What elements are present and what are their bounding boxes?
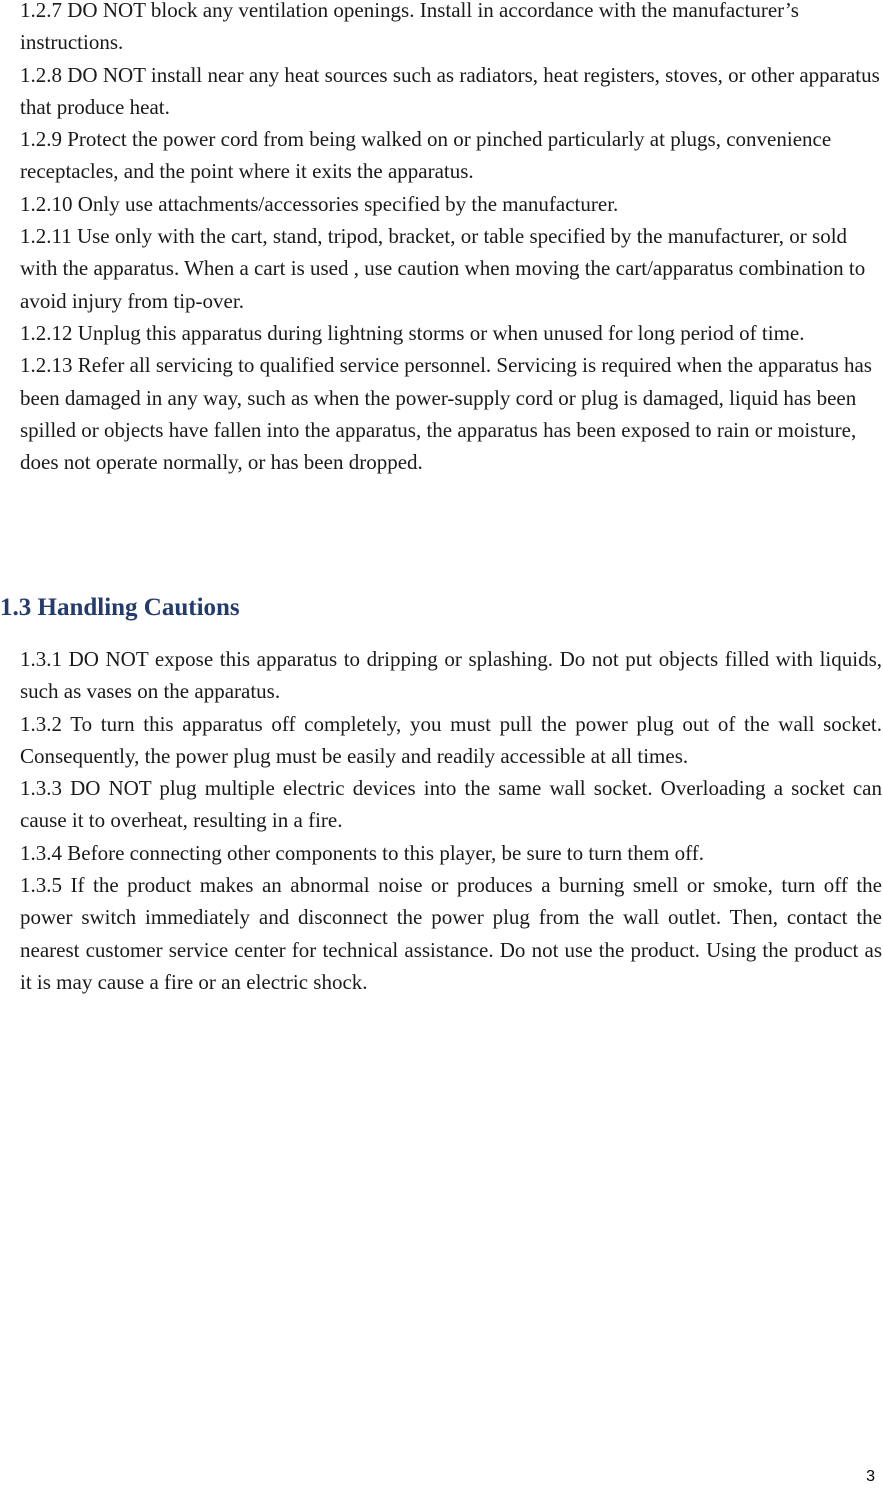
handling-cautions-list bbox=[20, 643, 882, 998]
list-item: 1.3.5 If the product makes an abnormal noise or produces a burning smell or smoke, turn off the power switch immediately and disconnect the power plug from the wall outlet. Then, contact the nearest customer service center for technical assistance. Do not use the product. Using the product as it is may cause a fire or an electric shock. bbox=[20, 873, 882, 994]
list-item: 1.3.3 DO NOT plug multiple electric devices into the same wall socket. Overloading a socket can cause it to overheat, resulting in a fire. bbox=[20, 776, 882, 833]
section-heading: 1.3 Handling Cautions bbox=[0, 594, 240, 621]
list-item: 1.2.12 Unplug this apparatus during lightning storms or when unused for long period of time. bbox=[20, 320, 805, 345]
list-item: 1.2.9 Protect the power cord from being walked on or pinched particularly at plugs, convenience receptacles, and the point where it exits the apparatus. bbox=[20, 127, 832, 184]
list-item: 1.2.13 Refer all servicing to qualified service personnel. Servicing is required when the apparatus has been damaged in any way, such as when the power-supply cord or plug is damaged, liquid has been spilled or objects have fallen into the apparatus, the apparatus has been exposed to rain or moisture, does not operate normally, or has been dropped. bbox=[20, 353, 872, 475]
page-number: 3 bbox=[866, 1468, 875, 1485]
general-safety-list bbox=[20, 0, 882, 478]
list-item: 1.2.8 DO NOT install near any heat sources such as radiators, heat registers, stoves, or other apparatus that produce heat. bbox=[20, 62, 880, 119]
list-item: 1.3.2 To turn this apparatus off completely, you must pull the power plug out of the wall socket. Consequently, the power plug must be easily and readily accessible at all times. bbox=[20, 711, 882, 768]
list-item: 1.2.11 Use only with the cart, stand, tripod, bracket, or table specified by the manufacturer, or sold with the apparatus. When a cart is used , use caution when moving the cart/apparatus combination to avoid injury from tip-over. bbox=[20, 224, 866, 313]
list-item: 1.3.4 Before connecting other components to this player, be sure to turn them off. bbox=[20, 840, 705, 865]
list-item: 1.3.1 DO NOT expose this apparatus to dripping or splashing. Do not put objects filled with liquids, such as vases on the apparatus. bbox=[20, 647, 882, 704]
list-item: 1.2.7 DO NOT block any ventilation openings. Install in accordance with the manufacturer’s instructions. bbox=[20, 0, 799, 55]
list-item: 1.2.10 Only use attachments/accessories specified by the manufacturer. bbox=[20, 191, 619, 216]
